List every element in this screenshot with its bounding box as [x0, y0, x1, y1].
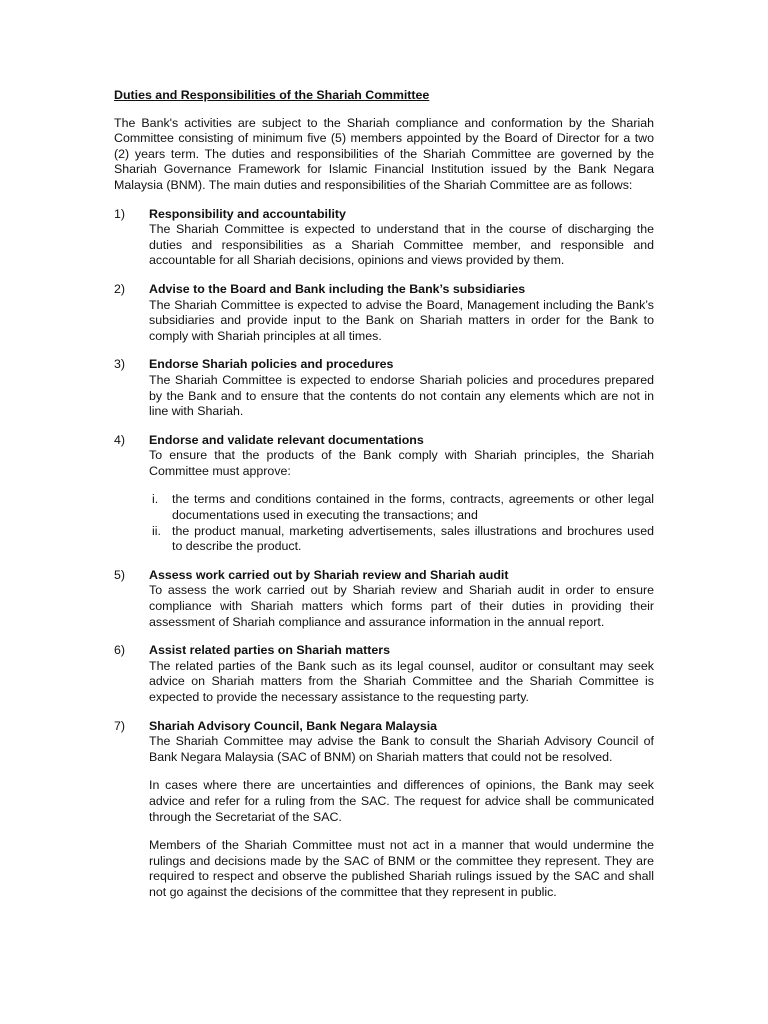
duty-heading: Advise to the Board and Bank including the Bank’s subsidiaries [149, 281, 526, 296]
duty-number: 3) [114, 357, 126, 372]
duty-heading: Assist related parties on Shariah matters [149, 643, 391, 658]
roman-numeral: ii. [152, 523, 161, 538]
approval-text: the terms and conditions contained in the forms, contracts, agreements or other legal documentations used in executing the transactions; and [172, 492, 654, 523]
duty-body: To ensure that the products of the Bank comply with Shariah principles, the Shariah Committee must approve: [149, 448, 654, 478]
duty-number: 5) [114, 567, 126, 582]
duty-heading: Responsibility and accountability [149, 206, 346, 221]
approval-list-item [149, 524, 654, 555]
intro-paragraph: The Bank's activities are subject to the Shariah compliance and conformation by the Shariah Committee consisting of minimum five (5) members appointed by the Board of Director for a two (2) years term. The duties and responsibilities of the Shariah Committee are governed by the Shariah Governance Framework for Islamic Financial Institution issued by the Bank Negara Malaysia (BNM). The main duties and responsibilities of the Shariah Committee are as follows: [114, 115, 654, 192]
duty-heading: Endorse Shariah policies and procedures [149, 357, 394, 372]
duty-number: 1) [114, 206, 126, 221]
approval-text: the product manual, marketing advertisements, sales illustrations and brochures used to describe the product. [172, 523, 654, 554]
duty-number: 4) [114, 432, 126, 447]
duty-heading: Endorse and validate relevant documentations [149, 432, 424, 447]
duty-item-6 [114, 643, 654, 705]
duty-body: The related parties of the Bank such as its legal counsel, auditor or consultant may seek advice on Shariah matters from the Shariah Committee and the Shariah Committee is expected to provide the necessary assistance to the requesting party. [149, 658, 654, 704]
duty-item-3 [114, 357, 654, 419]
duty-item-2 [114, 282, 654, 344]
duty-item-1 [114, 207, 654, 269]
document-title: Duties and Responsibilities of the Shariah Committee [114, 88, 430, 102]
duty-body: The Shariah Committee is expected to endorse Shariah policies and procedures prepared by the Bank and to ensure that the contents do not contain any elements which are not in line with Shariah. [149, 372, 654, 419]
duty-number: 6) [114, 643, 126, 658]
duty-body: The Shariah Committee is expected to understand that in the course of discharging the duties and responsibilities as a Shariah Committee member, and responsible and accountable for all Shariah decisions, opinions and views provided by them. [149, 222, 654, 268]
duty-number: 2) [114, 281, 126, 296]
duty-heading: Shariah Advisory Council, Bank Negara Malaysia [149, 718, 438, 733]
duty-heading: Assess work carried out by Shariah review and Shariah audit [149, 567, 509, 582]
duty-body: The Shariah Committee may advise the Bank to consult the Shariah Advisory Council of Bank Negara Malaysia (SAC of BNM) on Shariah matters that could not be resolved. [149, 734, 654, 764]
approval-list-item [149, 492, 654, 523]
approval-list [149, 492, 654, 554]
duty-body: To assess the work carried out by Shariah review and Shariah audit in order to ensure compliance with Shariah matters which forms part of their duties in providing their assessment of Shariah compliance and assurance information in the annual report. [149, 583, 654, 629]
duty-body: The Shariah Committee is expected to advise the Board, Management including the Bank’s subsidiaries and provide input to the Bank on Shariah matters in order for the Bank to comply with Shariah principles at all times. [149, 297, 654, 343]
duty-item-7 [114, 719, 654, 901]
duty-item-4 [114, 433, 654, 555]
document-page [114, 88, 654, 914]
duty-paragraph: Members of the Shariah Committee must not act in a manner that would undermine the rulings and decisions made by the SAC of BNM or the committee they represent. They are required to respect and observe the published Shariah rulings issued by the SAC and shall not go against the decisions of the committee that they represent in public. [149, 838, 654, 899]
duty-number: 7) [114, 718, 126, 733]
duty-paragraph: In cases where there are uncertainties and differences of opinions, the Bank may seek advice and refer for a ruling from the SAC. The request for advice shall be communicated through the Secretariat of the SAC. [149, 778, 654, 824]
roman-numeral: i. [152, 492, 159, 507]
duty-item-5 [114, 568, 654, 630]
